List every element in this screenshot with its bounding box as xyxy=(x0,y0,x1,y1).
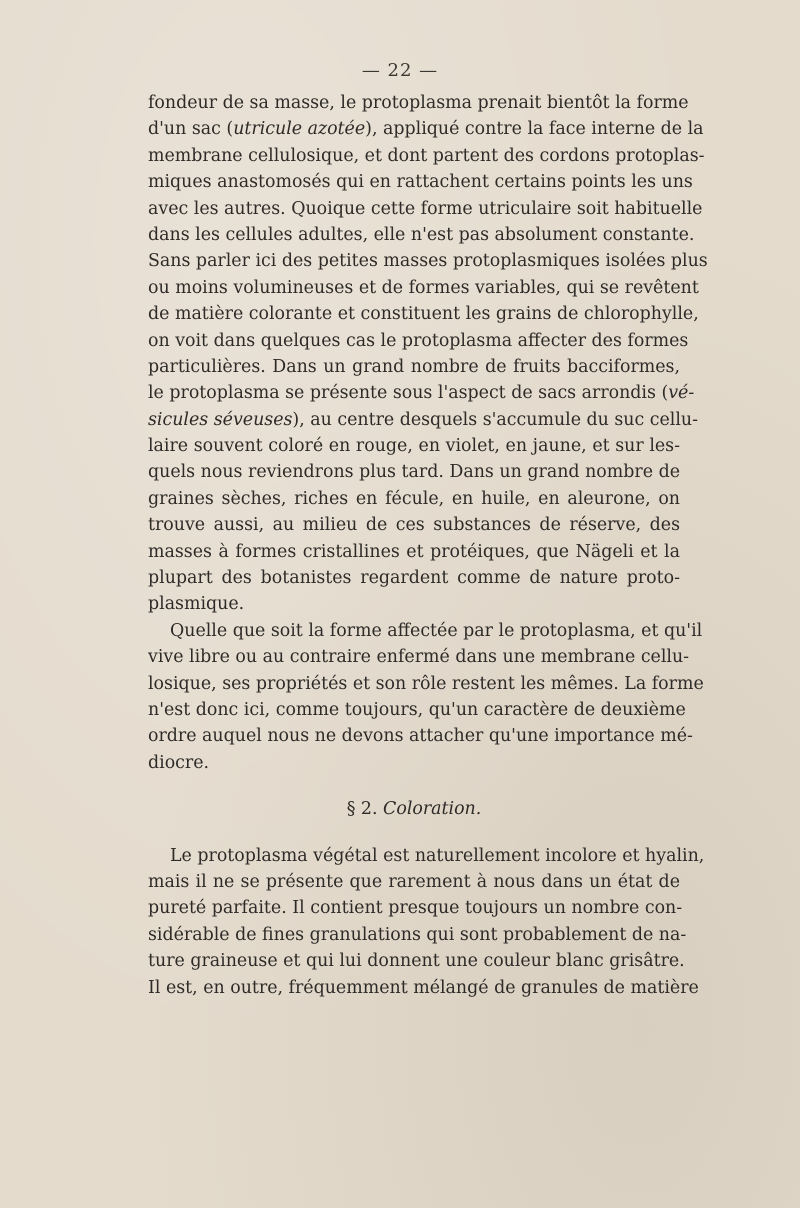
section-number: § 2. xyxy=(346,799,378,820)
text-line: ou moins volumineuses et de formes variables, qui se revêtent xyxy=(148,277,699,298)
italic-term: utricule azotée xyxy=(233,119,366,140)
text-line: laire souvent coloré en rouge, en violet, en jaune, et sur les- xyxy=(148,436,680,457)
text-line: ture graineuse et qui lui donnent une couleur blanc grisâtre. xyxy=(148,951,685,972)
text-span: le protoplasma se présente sous l'aspect de sacs arrondis ( xyxy=(148,383,669,404)
text-line: plupart des botanistes regardent comme de nature proto- xyxy=(148,568,680,589)
text-line xyxy=(148,407,699,433)
text-line: trouve aussi, au milieu de ces substances de réserve, des xyxy=(148,515,680,536)
text-line: fondeur de sa masse, le protoplasma prenait bientôt la forme xyxy=(148,93,689,113)
text-line: particulières. Dans un grand nombre de fruits bacciformes, xyxy=(148,356,680,377)
text-line: sidérable de fines granulations qui sont probablement de na- xyxy=(148,924,687,945)
paragraph-3 xyxy=(148,843,705,1001)
text-line: diocre. xyxy=(148,752,210,773)
text-line: on voit dans quelques cas le protoplasma affecter des formes xyxy=(148,330,689,351)
section-heading xyxy=(148,796,680,822)
text-line: dans les cellules adultes, elle n'est pas absolument constante. xyxy=(148,224,695,245)
text-line: masses à formes cristallines et protéiques, que Nägeli et la xyxy=(148,541,680,562)
text-line: n'est donc ici, comme toujours, qu'un caractère de deuxième xyxy=(148,699,686,720)
paragraph-1 xyxy=(148,90,708,618)
text-line: miques anastomosés qui en rattachent certains points les uns xyxy=(148,172,693,193)
body-text xyxy=(148,90,708,1001)
text-line: ordre auquel nous ne devons attacher qu'une importance mé- xyxy=(148,726,693,747)
text-line: Quelle que soit la forme affectée par le protoplasma, et qu'il xyxy=(170,620,703,641)
text-span: ), au centre desquels s'accumule du suc cellu- xyxy=(292,409,699,430)
text-line: vive libre ou au contraire enfermé dans une membrane cellu- xyxy=(148,647,690,668)
paragraph-2 xyxy=(148,618,704,776)
text-line: quels nous reviendrons plus tard. Dans un grand nombre de xyxy=(148,462,680,483)
text-line xyxy=(148,380,695,406)
text-line xyxy=(148,116,704,142)
section-title: Coloration. xyxy=(383,799,482,820)
italic-term: vé- xyxy=(668,383,695,404)
text-line: de matière colorante et constituent les grains de chlorophylle, xyxy=(148,304,699,325)
page-number: — 22 — xyxy=(361,60,439,81)
text-line: plasmique. xyxy=(148,594,245,615)
italic-term: sicules séveuses xyxy=(148,409,293,430)
text-line: avec les autres. Quoique cette forme utriculaire soit habituelle xyxy=(148,198,703,219)
text-line: Le protoplasma végétal est naturellement incolore et hyalin, xyxy=(170,845,705,866)
text-line: mais il ne se présente que rarement à nous dans un état de xyxy=(148,871,680,892)
text-span: d'un sac ( xyxy=(148,119,234,140)
text-line: graines sèches, riches en fécule, en huile, en aleurone, on xyxy=(148,488,680,509)
text-line: Sans parler ici des petites masses protoplasmiques isolées plus xyxy=(148,251,708,272)
text-span: ), appliqué contre la face interne de la xyxy=(365,119,704,140)
text-line: losique, ses propriétés et son rôle restent les mêmes. La forme xyxy=(148,673,704,694)
text-line: membrane cellulosique, et dont partent des cordons protoplas- xyxy=(148,145,705,166)
text-line: Il est, en outre, fréquemment mélangé de granules de matière xyxy=(148,977,699,998)
text-line: pureté parfaite. Il contient presque toujours un nombre con- xyxy=(148,898,683,919)
